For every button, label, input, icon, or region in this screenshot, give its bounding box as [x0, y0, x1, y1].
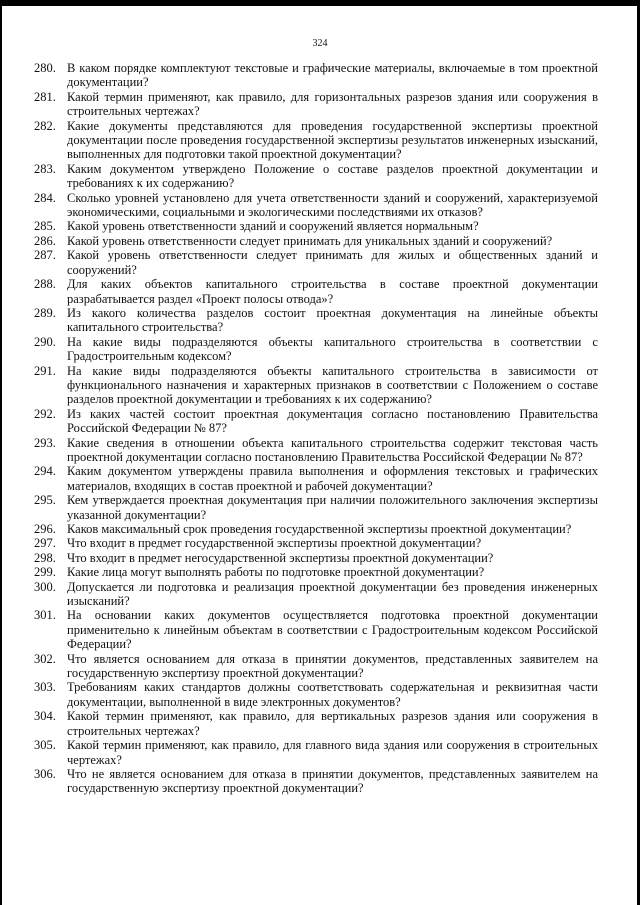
question-text: Допускается ли подготовка и реализация проектной документации без проведения инженерных изысканий? [67, 579, 598, 609]
page-number: 324 [312, 38, 328, 49]
question-number: 297. [34, 536, 56, 551]
question-item [34, 61, 598, 90]
question-item [34, 608, 598, 651]
scan-border-top [0, 0, 640, 6]
question-text: Из какого количества разделов состоит проектная документация на линейные объекты капитального строительства? [67, 305, 598, 335]
question-number: 283. [34, 161, 56, 176]
question-item [34, 306, 598, 335]
question-number: 293. [34, 435, 56, 450]
question-text: Что входит в предмет негосударственной экспертизы проектной документации? [67, 550, 494, 565]
question-text: На какие виды подразделяются объекты капитального строительства в соответствии с Градостроительным кодексом? [67, 334, 598, 364]
question-number: 306. [34, 766, 56, 781]
question-text: Каким документом утверждены правила выполнения и оформления текстовых и графических материалов, входящих в состав проектной и рабочей документации? [67, 464, 598, 493]
question-number: 289. [34, 305, 56, 320]
question-item [34, 493, 598, 522]
question-number: 285. [34, 219, 56, 234]
question-number: 288. [34, 277, 56, 292]
question-number: 300. [34, 579, 56, 594]
question-text: Какой термин применяют, как правило, для горизонтальных разрезов здания или сооружения в строительных чертежах? [67, 89, 598, 119]
question-item [34, 652, 598, 681]
question-text: На основании каких документов осуществляется подготовка проектной документации применительно к линейным объектам в соответствии с Градостроительным кодексом Российской Федерации? [67, 608, 598, 652]
question-text: Из каких частей состоит проектная документация согласно постановлению Правительства Российской Федерации № 87? [67, 406, 598, 436]
question-number: 284. [34, 190, 56, 205]
question-text: Кем утверждается проектная документация при наличии положительного заключения экспертизы указанной документации? [67, 493, 598, 522]
question-number: 305. [34, 738, 56, 753]
question-item [34, 119, 598, 162]
question-number: 299. [34, 565, 56, 580]
question-text: Что не является основанием для отказа в принятии документов, представленных заявителем на государственную экспертизу проектной документации? [67, 766, 598, 796]
question-number: 296. [34, 522, 56, 536]
question-text: Какой термин применяют, как правило, для главного вида здания или сооружения в строительных чертежах? [67, 738, 598, 767]
question-number: 290. [34, 334, 56, 349]
question-text: Какой уровень ответственности следует принимать для уникальных зданий и сооружений? [67, 233, 553, 248]
question-item [34, 234, 598, 248]
question-number: 282. [34, 118, 56, 133]
question-text: В каком порядке комплектуют текстовые и графические материалы, включаемые в том проектной документации? [67, 61, 598, 90]
question-item [34, 436, 598, 465]
question-text: Какие сведения в отношении объекта капитального строительства содержит текстовая часть проектной документации согласно постановлению Правительства Российской Федерации № 87? [67, 435, 598, 464]
question-item [34, 551, 598, 565]
question-item [34, 219, 598, 233]
question-number: 292. [34, 406, 56, 421]
question-text: Требованиям каких стандартов должны соответствовать содержательная и реквизитная части документации, выполненной в виде электронных документов? [67, 680, 598, 709]
question-text: Какой уровень ответственности зданий и сооружений является нормальным? [67, 219, 479, 234]
question-item [34, 191, 598, 220]
question-text: Какой уровень ответственности следует принимать для жилых и общественных зданий и сооружений? [67, 248, 598, 277]
question-number: 281. [34, 89, 56, 104]
question-item [34, 767, 598, 796]
question-number: 301. [34, 608, 56, 623]
question-item [34, 277, 598, 306]
question-text: Каков максимальный срок проведения государственной экспертизы проектной документации? [67, 522, 572, 536]
question-text: Какие документы представляются для проведения государственной экспертизы проектной документации после проведения государственной экспертизы результатов инженерных изысканий, выполненных для подготовки такой проектной документации? [67, 118, 598, 162]
question-text: Для каких объектов капитального строительства в составе проектной документации разрабатывается раздел «Проект полосы отвода»? [67, 277, 598, 306]
question-text: Сколько уровней установлено для учета ответственности зданий и сооружений, характеризуемой экономическими, социальными и экологическими последствиями их отказов? [67, 190, 598, 220]
question-item [34, 90, 598, 119]
question-text: Каким документом утверждено Положение о составе разделов проектной документации и требованиях к их содержанию? [67, 161, 598, 191]
question-item [34, 738, 598, 767]
question-number: 291. [34, 363, 56, 378]
question-item [34, 580, 598, 609]
question-item [34, 162, 598, 191]
question-item [34, 680, 598, 709]
question-number: 286. [34, 233, 56, 248]
question-number: 280. [34, 61, 56, 75]
scan-border-left [0, 0, 2, 905]
question-item [34, 464, 598, 493]
question-item [34, 335, 598, 364]
question-list [34, 61, 598, 796]
question-item [34, 364, 598, 407]
question-text: Какой термин применяют, как правило, для вертикальных разрезов здания или сооружения в строительных чертежах? [67, 709, 598, 738]
question-text: Что входит в предмет государственной экспертизы проектной документации? [67, 536, 482, 551]
question-item [34, 709, 598, 738]
question-item [34, 522, 598, 536]
question-text: На какие виды подразделяются объекты капитального строительства в зависимости от функционального назначения и характерных признаков в соответствии с Положением о составе разделов проектной документации и требованиях к их содержанию? [67, 363, 598, 407]
question-number: 298. [34, 550, 56, 565]
question-item [34, 248, 598, 277]
question-number: 302. [34, 651, 56, 666]
question-number: 287. [34, 248, 56, 263]
question-item [34, 536, 598, 550]
question-item [34, 565, 598, 579]
question-number: 295. [34, 493, 56, 508]
question-text: Какие лица могут выполнять работы по подготовке проектной документации? [67, 565, 485, 580]
question-item [34, 407, 598, 436]
question-number: 303. [34, 680, 56, 695]
question-text: Что является основанием для отказа в принятии документов, представленных заявителем на государственную экспертизу проектной документации? [67, 651, 598, 681]
question-number: 304. [34, 709, 56, 724]
question-number: 294. [34, 464, 56, 479]
